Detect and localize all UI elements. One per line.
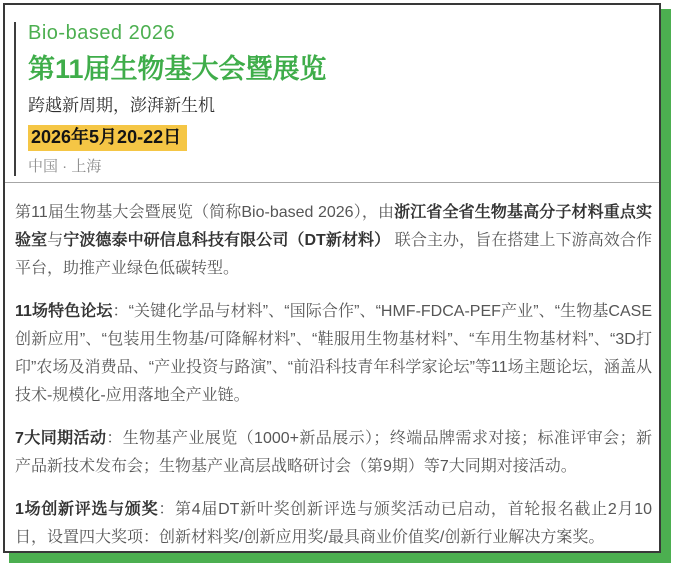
- paragraph-segment: 第11届生物基大会暨展览（简称Bio-based 2026），由: [15, 204, 395, 221]
- awards-paragraph: [15, 496, 652, 552]
- forums-paragraph: [15, 298, 652, 410]
- activities-label-bold: 7大同期活动: [15, 430, 107, 447]
- paragraph-segment: ：第4届DT新叶奖创新评选与颁奖活动已启动，首轮报名截止2月10日，设置四大奖项：创新材料奖/创新应用奖/最具商业价值奖/创新行业解决方案奖。: [15, 501, 652, 546]
- event-series-label: Bio-based 2026: [28, 22, 176, 44]
- activities-paragraph: [15, 425, 652, 481]
- paragraph-segment: 与: [47, 232, 64, 249]
- paragraph-segment: 联合主办，旨在搭建上下游高效合作平台，助推产业绿色低碳转型。: [15, 232, 652, 277]
- intro-paragraph: [15, 199, 652, 283]
- paragraph-segment: ：生物基产业展览（1000+新品展示）；终端品牌需求对接；标准评审会；新产品新技术发布会；生物基产业高层战略研讨会（第9期）等7大同期对接活动。: [15, 430, 652, 475]
- organizer-name-bold: 宁波德泰中研信息科技有限公司（DT新材料）: [63, 232, 391, 249]
- event-location: 中国 · 上海: [28, 158, 102, 175]
- awards-label-bold: 1场创新评选与颁奖: [15, 501, 159, 518]
- forums-label-bold: 11场特色论坛: [15, 303, 113, 320]
- event-title: 第11届生物基大会暨展览: [28, 54, 327, 84]
- paragraph-segment: ：“关键化学品与材料”、“国际合作”、“HMF-FDCA-PEF产业”、“生物基CASE创新应用”、“包装用生物基/可降解材料”、“鞋服用生物基材料”、“车用生物基材料”、“3D打印”农场及消费品、“产业投资与路演”、“前沿科技青年科学家论坛”等11场主题论坛，涵盖从技术-规模化-应用落地全产业链。: [15, 303, 652, 404]
- organizer-name-bold: 浙江省全省生物基高分子材料重点实验室: [15, 204, 652, 249]
- event-date-badge: 2026年5月20-22日: [28, 125, 187, 151]
- event-description: [5, 183, 659, 552]
- event-tagline: 跨越新周期，澎湃新生机: [28, 96, 215, 115]
- event-header: [14, 22, 659, 176]
- announcement-card: [3, 3, 661, 553]
